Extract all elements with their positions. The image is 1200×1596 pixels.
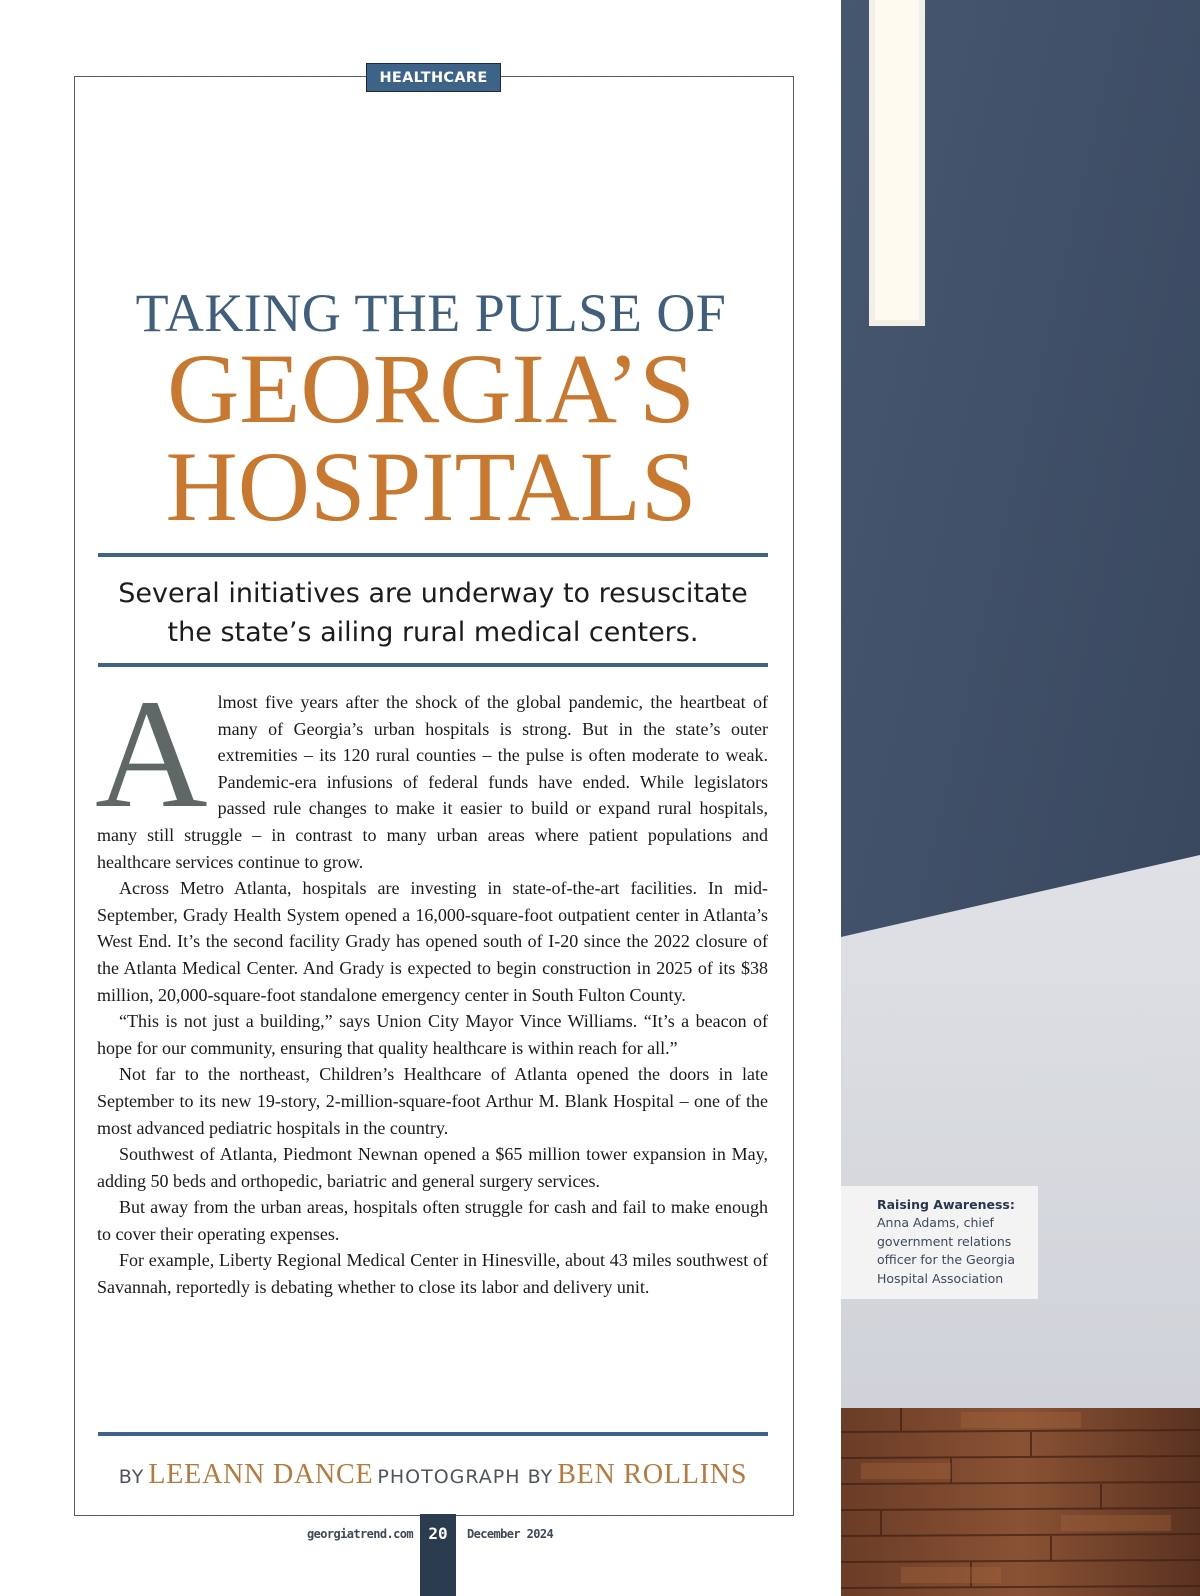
footer-site: georgiatrend.com [307, 1527, 413, 1541]
deck [98, 574, 768, 652]
photo-scene [841, 0, 1200, 1596]
page-number: 20 [420, 1514, 456, 1596]
body-paragraph: Southwest of Atlanta, Piedmont Newnan opened a $65 million tower expansion in May, adding 50 beds and orthopedic, bariatric and general surgery services. [97, 1144, 768, 1191]
body-paragraph: Not far to the northeast, Children’s Healthcare of Atlanta opened the doors in late September to its new 19-story, 2-million-square-foot Arthur M. Blank Hospital – one of the most advanced pediatric hospitals in the country. [97, 1064, 768, 1138]
body-paragraph: Across Metro Atlanta, hospitals are investing in state-of-the-art facilities. In mid-September, Grady Health System opened a 16,000-square-foot outpatient center in Atlanta’s West End. It’s the second facility Grady has opened south of I-20 since the 2022 closure of the Atlanta Medical Center. And Grady is expected to begin construction in 2025 of its $38 million, 20,000-square-foot standalone emergency center in South Fulton County. [97, 878, 768, 1005]
body-paragraph-1 [95, 667, 768, 875]
body-paragraph: “This is not just a building,” says Union City Mayor Vince Williams. “It’s a beacon of hope for our community, ensuring that quality healthcare is within reach for all.” [97, 1011, 768, 1058]
headline-kicker: TAKING THE PULSE OF [135, 283, 727, 343]
caption-text: Anna Adams, chief government relations officer for the Georgia Hospital Association [877, 1215, 1016, 1286]
caption-title: Raising Awareness: [877, 1197, 1015, 1212]
byline-photographer: BEN ROLLINS [557, 1459, 748, 1490]
body-paragraph: But away from the urban areas, hospitals often struggle for cash and fail to make enough to cover their operating expenses. [97, 1197, 768, 1244]
divider-bottom [98, 1432, 768, 1436]
divider-top [98, 553, 768, 557]
body-paragraph: For example, Liberty Regional Medical Center in Hinesville, about 43 miles southwest of Savannah, reportedly is debating whether to close its labor and delivery unit. [97, 1250, 768, 1298]
headline [98, 333, 764, 542]
article-body [95, 667, 768, 1301]
deck-line-1: Several initiatives are underway to resuscitate [118, 578, 748, 609]
drop-cap: A [95, 667, 208, 840]
headline-line-1: GEORGIA’S [167, 333, 695, 444]
headline-line-2: HOSPITALS [165, 431, 697, 542]
section-tag: HEALTHCARE [366, 63, 501, 92]
deck-line-2: the state’s ailing rural medical centers. [167, 617, 699, 648]
first-paragraph-text: lmost five years after the shock of the global pandemic, the heartbeat of many of Georgia’s urban hospitals is strong. But in the state’s outer extremities – its 120 rural counties – the pulse is often moderate to weak. Pandemic-era infusions of federal funds have ended. While legislators passed rule changes to make it easier to build or expand rural hospitals, many still struggle – in contrast to many urban areas where patient populations and healthcare services continue to grow. [97, 692, 768, 872]
byline-by: BY [118, 1466, 145, 1488]
byline-author: LEEANN DANCE [148, 1459, 374, 1490]
byline-photo-label: PHOTOGRAPH BY [377, 1466, 554, 1488]
hospital-photo [841, 0, 1200, 1596]
photo-caption [841, 1186, 1038, 1299]
byline [98, 1459, 768, 1491]
footer-issue: December 2024 [467, 1527, 554, 1541]
